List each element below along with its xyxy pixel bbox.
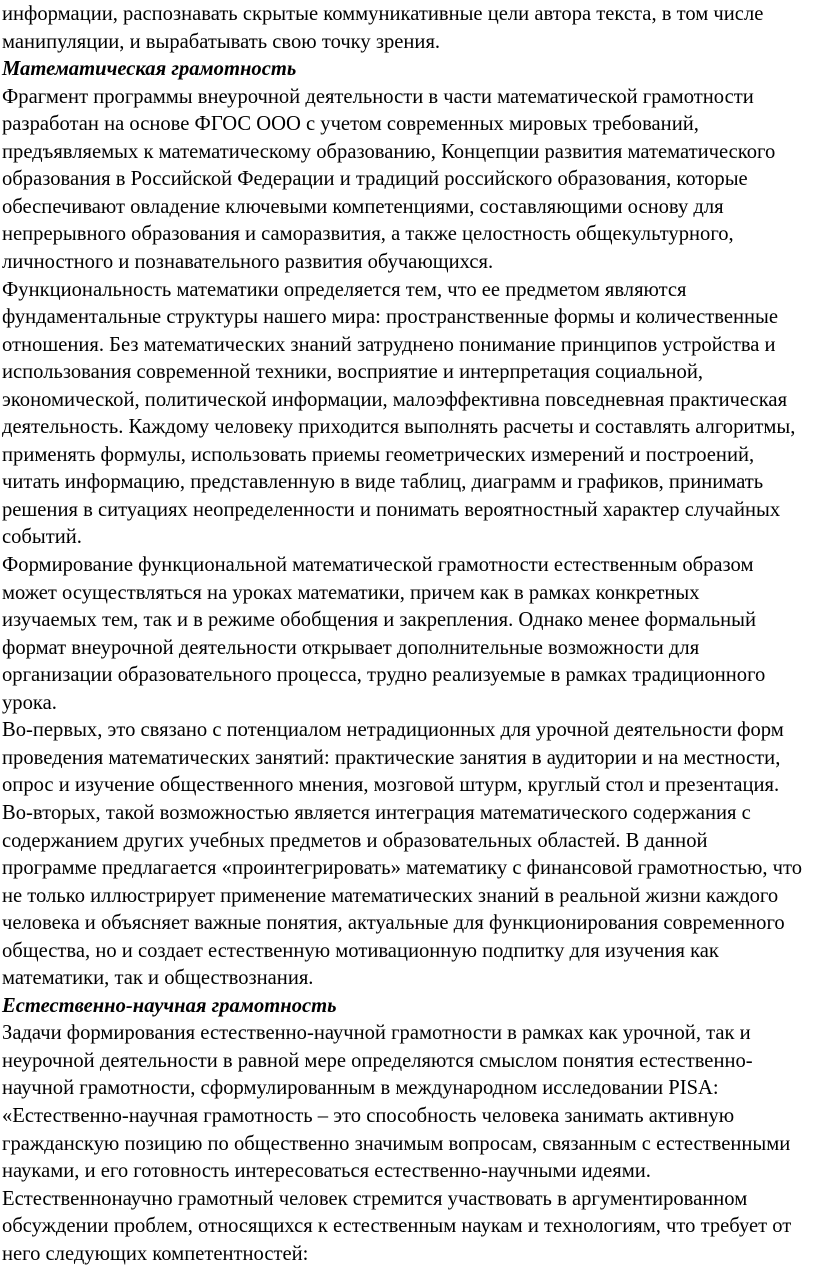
text-line: Формирование функциональной математической грамотности естественным образом [2,554,754,576]
text-line: неурочной деятельности в равной мере определяются смыслом понятия естественно- [2,1049,753,1072]
text-line: науками, и его готовность интересоваться естественно-научными идеями. [2,1160,651,1183]
text-line: проведения математических занятий: практические занятия в аудитории и на местности, [2,746,781,769]
text-line: урока. [2,691,57,714]
text-line: математики, так и обществознания. [2,967,314,990]
text-line: Функциональность математики определяется тем, что ее предметом являются [2,278,687,301]
text-line: гражданскую позицию по общественно значимым вопросам, связанным с естественными [2,1132,791,1155]
text-line: него следующих компетентностей: [2,1242,309,1265]
text-line: непрерывного образования и саморазвития, а также целостность общекультурного, [2,223,734,246]
text-line: программе предлагается «проинтегрировать» математику с финансовой грамотностью, что [2,857,803,880]
text-line: научной грамотности, сформулированным в международном исследовании PISA: [2,1077,719,1100]
text-line: предъявляемых к математическому образованию, Концепции развития математического [2,140,776,163]
text-line: использования современной техники, восприятие и интерпретация социальной, [2,361,704,384]
text-line: информации, распознавать скрытые коммуникативные цели автора текста, в том числе [2,3,764,25]
text-line: изучаемых тем, так и в режиме обобщения и закрепления. Однако менее формальный [2,609,757,632]
text-line: фундаментальные структуры нашего мира: пространственные формы и количественные [2,306,779,329]
text-line: экономической, политической информации, малоэффективна повседневная практическая [2,388,788,411]
text-line: разработан на основе ФГОС ООО с учетом современных мировых требований, [2,113,699,136]
text-line: может осуществляться на уроках математики, причем как в рамках конкретных [2,581,700,604]
text-line: личностного и познавательного развития обучающихся. [2,250,494,273]
text-line: обеспечивают овладение ключевыми компетенциями, составляющими основу для [2,195,724,218]
text-line: решения в ситуациях неопределенности и понимать вероятностный характер случайных [2,498,781,521]
text-line: «Естественно-научная грамотность – это способность человека занимать активную [2,1105,735,1127]
text-line: опрос и изучение общественного мнения, мозговой штурм, круглый стол и презентация. [2,774,780,797]
text-line: человека и объясняет важные понятия, актуальные для функционирования современного [2,912,785,935]
text-line: событий. [2,526,82,549]
text-line: Фрагмент программы внеурочной деятельности в части математической грамотности [2,85,754,108]
text-line: формат внеурочной деятельности открывает дополнительные возможности для [2,636,700,659]
text-line: отношения. Без математических знаний затруднено понимание принципов устройства и [2,333,776,356]
section-heading: Естественно-научная грамотность [2,994,337,1017]
text-line: общества, но и создает естественную мотивационную подпитку для изучения как [2,939,719,962]
text-line: образования в Российской Федерации и традиций российского образования, которые [2,168,748,191]
text-line: Во-первых, это связано с потенциалом нетрадиционных для урочной деятельности форм [2,719,784,742]
text-line: не только иллюстрирует применение математических знаний в реальной жизни каждого [2,884,779,907]
text-line: применять формулы, использовать приемы геометрических измерений и построений, [2,443,755,466]
text-line: манипуляции, и вырабатывать свою точку зрения. [2,30,441,53]
text-line: организации образовательного процесса, трудно реализуемые в рамках традиционного [2,664,766,687]
text-line: содержанием других учебных предметов и образовательных областей. В данной [2,829,708,852]
text-line: Естественнонаучно грамотный человек стремится участвовать в аргументированном [2,1187,748,1210]
text-line: обсуждении проблем, относящихся к естественным наукам и технологиям, что требует от [2,1215,792,1238]
text-line: Задачи формирования естественно-научной грамотности в рамках как урочной, так и [2,1022,751,1045]
section-heading: Математическая грамотность [2,58,297,81]
text-line: Во-вторых, такой возможностью является интеграция математического содержания с [2,801,751,824]
text-line: читать информацию, представленную в виде таблиц, диаграмм и графиков, принимать [2,471,764,494]
text-line: деятельность. Каждому человеку приходится выполнять расчеты и составлять алгоритмы, [2,416,796,439]
